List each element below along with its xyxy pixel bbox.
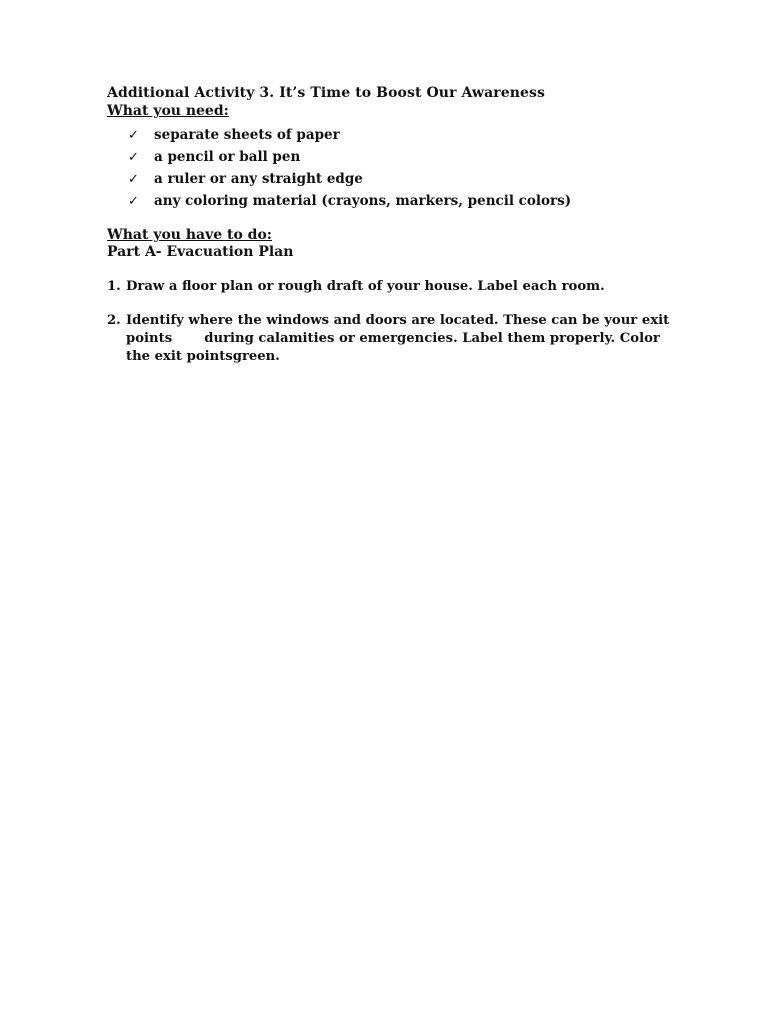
todo-heading: What you have to do: <box>107 227 272 243</box>
need-label: a ruler or any straight edge <box>154 171 363 187</box>
steps-list <box>107 278 670 366</box>
document-content <box>107 84 670 366</box>
step-line: Identify where the windows and doors are located. These can be your exit <box>126 313 670 328</box>
step-text <box>126 312 670 366</box>
check-icon: ✓ <box>128 149 139 165</box>
step-item <box>107 312 670 366</box>
need-label: a pencil or ball pen <box>154 149 301 165</box>
list-item <box>128 190 667 212</box>
list-item <box>128 124 667 146</box>
needs-list <box>107 124 667 212</box>
step-line: Draw a floor plan or rough draft of your house. Label each room. <box>126 279 605 294</box>
needs-heading: What you need: <box>107 103 229 119</box>
need-label: separate sheets of paper <box>154 127 340 143</box>
step-number: 2. <box>107 313 121 328</box>
check-icon: ✓ <box>128 171 139 187</box>
step-number: 1. <box>107 279 121 294</box>
part-heading: Part A- Evacuation Plan <box>107 244 294 260</box>
activity-title: Additional Activity 3. It’s Time to Boost Our Awareness <box>107 85 545 101</box>
check-icon: ✓ <box>128 127 139 143</box>
step-line: the exit pointsgreen. <box>126 349 280 364</box>
list-item <box>128 168 667 190</box>
spacer <box>107 212 667 227</box>
spacer <box>107 296 667 312</box>
step-line: points during calamities or emergencies. Label them properly. Color <box>126 331 660 346</box>
need-label: any coloring material (crayons, markers, pencil colors) <box>154 193 572 209</box>
spacer <box>107 261 667 278</box>
list-item <box>128 146 667 168</box>
step-item <box>107 278 667 296</box>
check-icon: ✓ <box>128 193 139 209</box>
step-text <box>126 278 646 296</box>
